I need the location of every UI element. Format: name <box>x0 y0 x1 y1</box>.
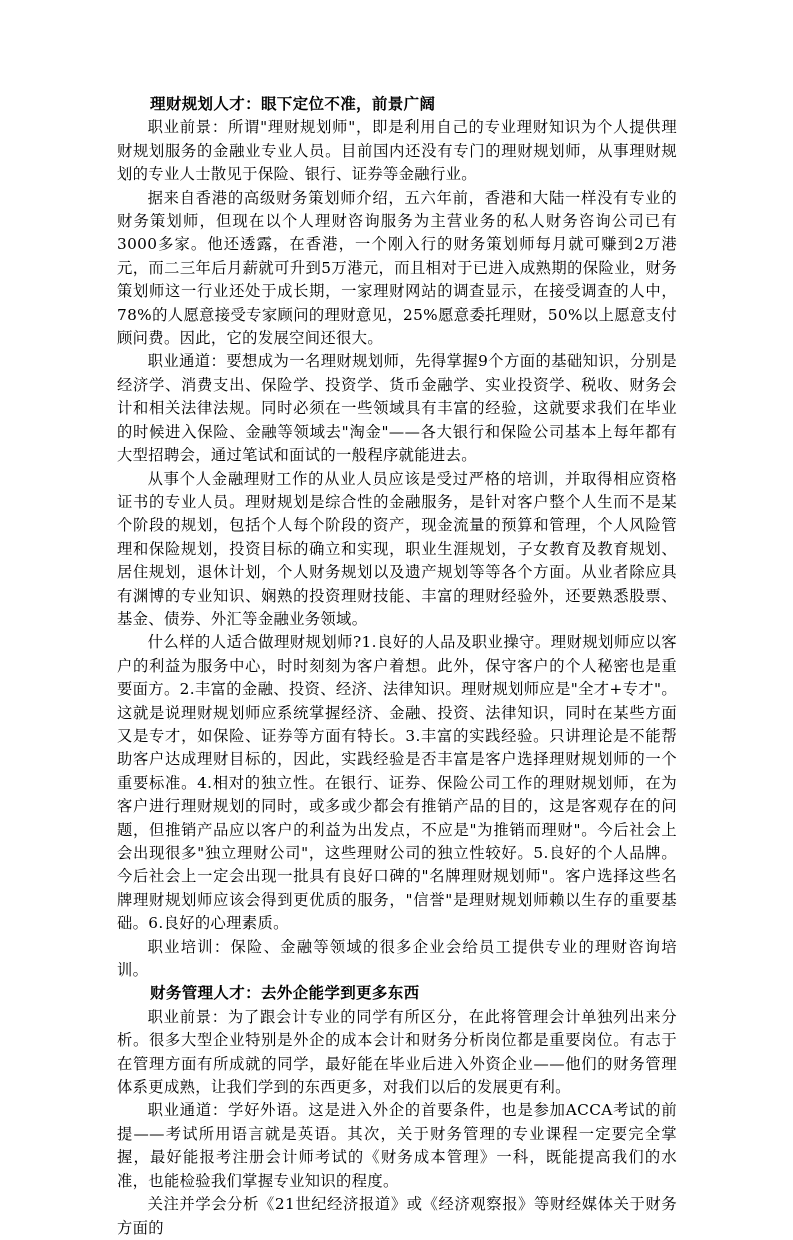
paragraph-management-prospects: 职业前景：为了跟会计专业的同学有所区分，在此将管理会计单独列出来分析。很多大型企业特别是外企的成本会计和财务分析岗位都是重要岗位。有志于在管理方面有所成就的同学，最好能在毕业后进入外资企业——他们的财务管理体系更成熟，让我们学到的东西更多，对我们以后的发展更有利。 <box>117 1007 677 1097</box>
paragraph-career-training: 职业培训：保险、金融等领域的很多企业会给员工提供专业的理财咨询培训。 <box>117 937 677 980</box>
paragraph-career-path: 职业通道：要想成为一名理财规划师，先得掌握9个方面的基础知识，分别是经济学、消费支出、保险学、投资学、货币金融学、实业投资学、税收、财务会计和相关法律法规。同时必须在一些领域具有丰富的经验，这就要求我们在毕业的时候进入保险、金融等领域去"淘金"——各大银行和保险公司基本上每年都有大型招聘会，通过笔试和面试的一般程序就能进去。 <box>117 352 677 465</box>
paragraph-career-prospects: 职业前景：所谓"理财规划师"，即是利用自己的专业理财知识为个人提供理财规划服务的金融业专业人员。目前国内还没有专门的理财规划师，从事理财规划的专业人士散见于保险、银行、证券等金融行业。 <box>117 118 677 184</box>
paragraph-professional-training: 从事个人金融理财工作的从业人员应该是受过严格的培训，并取得相应资格证书的专业人员。理财规划是综合性的金融服务，是针对客户整个人生而不是某个阶段的规划，包括个人每个阶段的资产，现金流量的预算和管理，个人风险管理和保险规划，投资目标的确立和实现，职业生涯规划，子女教育及教育规划、居住规划，退休计划，个人财务规划以及遗产规划等等各个方面。从业者除应具有渊博的专业知识、娴熟的投资理财技能、丰富的理财经验外，还要熟悉股票、基金、债券、外汇等金融业务领域。 <box>117 469 677 628</box>
document-page <box>117 93 677 1240</box>
paragraph-management-path: 职业通道：学好外语。这是进入外企的首要条件，也是参加ACCA考试的前提——考试所用语言就是英语。其次，关于财务管理的专业课程一定要完全掌握，最好能报考注册会计师考试的《财务成本管理》一科，既能提高我们的水准，也能检验我们掌握专业知识的程度。 <box>117 1101 677 1190</box>
section-heading-financial-planner: 理财规划人才：眼下定位不准，前景广阔 <box>150 95 436 113</box>
paragraph-media-analysis: 关注并学会分析《21世纪经济报道》或《经济观察报》等财经媒体关于财务方面的 <box>117 1195 677 1237</box>
section-heading-financial-management: 财务管理人才：去外企能学到更多东西 <box>150 984 420 1003</box>
paragraph-suitable-people: 什么样的人适合做理财规划师?1.良好的人品及职业操守。理财规划师应以客户的利益为服务中心，时时刻刻为客户着想。此外，保守客户的个人秘密也是重要面方。2.丰富的金融、投资、经济、法律知识。理财规划师应是"全才+专才"。这就是说理财规划师应系统掌握经济、金融、投资、法律知识，同时在某些方面又是专才，如保险、证券等方面有特长。3.丰富的实践经验。只讲理论是不能帮助客户达成理财目标的，因此，实践经验是否丰富是客户选择理财规划师的一个重要标准。4.相对的独立性。在银行、证券、保险公司工作的理财规划师，在为客户进行理财规划的同时，或多或少都会有推销产品的目的，这是客观存在的问题，但推销产品应以客户的利益为出发点，不应是"为推销而理财"。今后社会上会出现很多"独立理财公司"，这些理财公司的独立性较好。5.良好的个人品牌。今后社会上一定会出现一批具有良好口碑的"名牌理财规划师"。客户选择这些名牌理财规划师应该会得到更优质的服务，"信誉"是理财规划师赖以生存的重要基础。6.良好的心理素质。 <box>117 633 677 933</box>
paragraph-hong-kong-market: 据来自香港的高级财务策划师介绍，五六年前，香港和大陆一样没有专业的财务策划师，但现在以个人理财咨询服务为主营业务的私人财务咨询公司已有3000多家。他还透露，在香港，一个刚入行的财务策划师每月就可赚到2万港元，而二三年后月薪就可升到5万港元，而且相对于已进入成熟期的保险业，财务策划师这一行业还处于成长期，一家理财网站的调查显示，在接受调查的人中，78%的人愿意接受专家顾问的理财意见，25%愿意委托理财，50%以上愿意支付顾问费。因此，它的发展空间还很大。 <box>117 188 677 348</box>
